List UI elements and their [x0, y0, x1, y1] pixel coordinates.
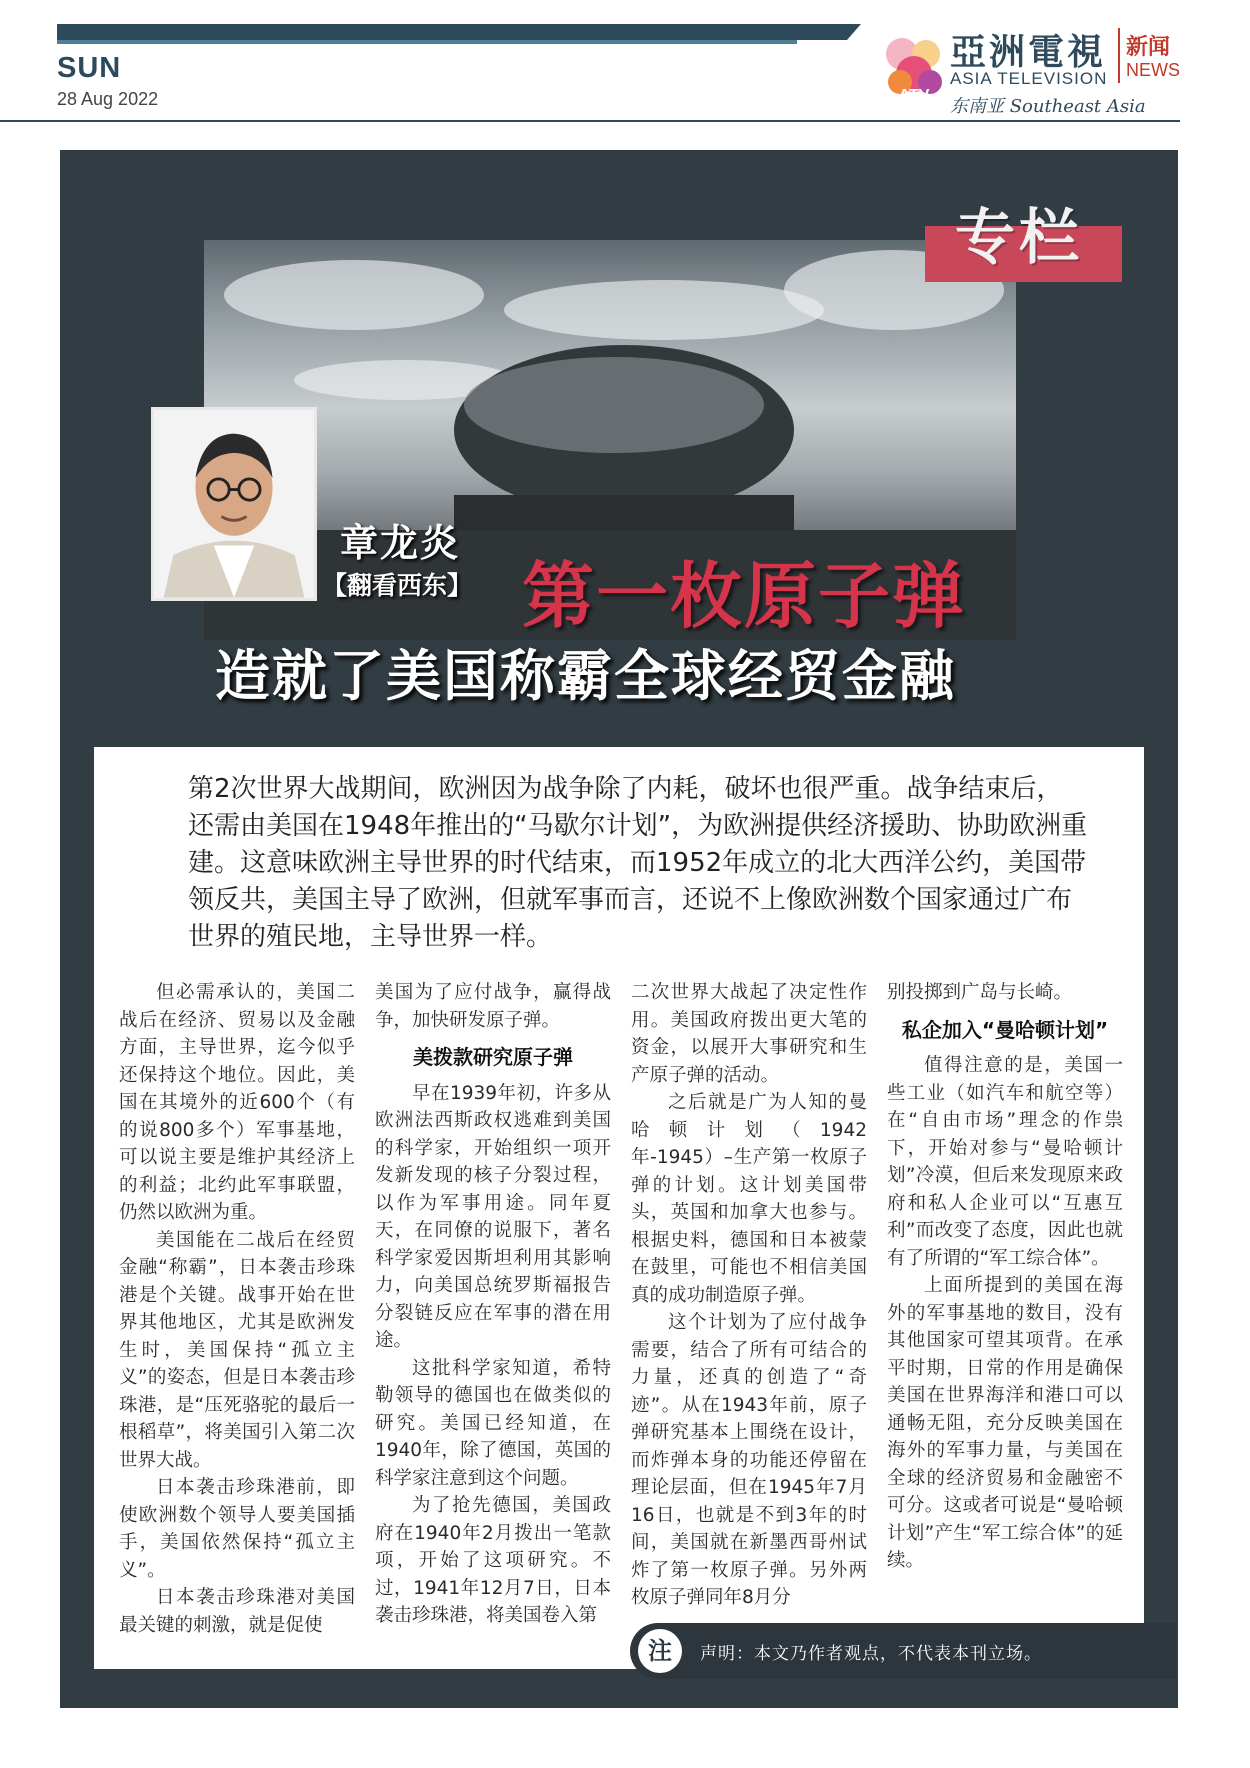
- disclaimer-text: 声明：本文乃作者观点，不代表本刊立场。: [700, 1644, 1042, 1664]
- header-accent-stripe: [57, 40, 797, 44]
- issue-date: 28 Aug 2022: [57, 89, 159, 109]
- section-heading: 私企加入“曼哈顿计划”: [901, 1017, 1109, 1042]
- column-tag: 专栏: [955, 203, 1083, 273]
- logo-divider: [1118, 28, 1120, 83]
- disclaimer-bar: [630, 1623, 1176, 1679]
- paragraph: 这个计划为了应付战争需要，结合了所有可结合的力量，还真的创造了“奇迹”。从在1943年前，原子弹研究基本上围绕在设计，而炸弹本身的功能还停留在理论层面，但在1945年7月16日，也就是不到3年的时间，美国就在新墨西哥州试炸了第一枚原子弹。另外两枚原子弹同年8月分: [631, 1312, 867, 1608]
- paragraph: 日本袭击珍珠港对美国最关键的刺激，就是促使: [119, 1587, 355, 1636]
- paragraph: 之后就是广为人知的曼哈顿计划（1942年-1945）–生产第一枚原子弹的计划。这计划美国带头，英国和加拿大也参与。根据史料，德国和日本被蒙在鼓里，可能也不相信美国真的成功制造原子弹。: [631, 1092, 867, 1306]
- article-column-2: [375, 979, 611, 1630]
- paragraph: 值得注意的是，美国一些工业（如汽车和航空等）在“自由市场”理念的作祟下，开始对参与“曼哈顿计划”冷漠，但后来发现原来政府和私人企业可以“互惠互利”而改变了态度，因此也就有了所谓的“军工综合体”。: [887, 1055, 1123, 1269]
- paragraph: 这批科学家知道，希特勒领导的德国也在做类似的研究。美国已经知道，在1940年，除了德国，英国的科学家注意到这个问题。: [375, 1357, 611, 1489]
- article-column-4: [887, 979, 1123, 1575]
- article-column-3: [631, 979, 867, 1612]
- author-avatar-icon: [154, 410, 314, 598]
- atv-logo[interactable]: [880, 20, 1180, 115]
- section-heading: 美拨款研究原子弹: [413, 1045, 573, 1069]
- logo-name-en: ASIA TELEVISION: [950, 69, 1108, 88]
- issue-day: SUN: [57, 52, 122, 84]
- header-top-bar: [57, 24, 847, 40]
- note-badge-icon: 注: [638, 1629, 682, 1673]
- paragraph: 美国为了应付战争，赢得战争，加快研发原子弹。: [375, 982, 611, 1031]
- author-portrait: [151, 407, 317, 601]
- headline-sub: 造就了美国称霸全球经贸金融: [215, 644, 957, 708]
- paragraph: 为了抢先德国，美国政府在1940年2月拨出一笔款项，开始了这项研究。不过，1941年12月7日，日本袭击珍珠港，将美国卷入第: [375, 1495, 611, 1626]
- logo-news-cn: 新闻: [1126, 35, 1171, 60]
- article-card: [94, 747, 1144, 1669]
- paragraph: 美国能在二战后在经贸金融“称霸”，日本袭击珍珠港是个关键。战事开始在世界其他地区，尤其是欧洲发生时，美国保持“孤立主义”的姿态，但是日本袭击珍珠港，是“压死骆驼的最后一根稻草”，将美国引入第二次世界大战。: [119, 1229, 355, 1471]
- paragraph: 但必需承认的，美国二战后在经济、贸易以及金融方面，主导世界，迄今似乎还保持这个地位。因此，美国在其境外的近600个（有的说800多个）军事基地，可以说主要是维护其经济上的利益；北约此军事联盟，仍然以欧洲为重。: [119, 982, 355, 1223]
- author-name: 章龙炎: [340, 521, 461, 565]
- logo-name-cn: 亞洲電視: [950, 32, 1107, 73]
- paragraph: 早在1939年初，许多从欧洲法西斯政权逃难到美国的科学家，开始组织一项开发新发现的核子分裂过程，以作为军事用途。同年夏天，在同僚的说服下，著名科学家爱因斯坦利用其影响力，向美国总统罗斯福报告分裂链反应在军事的潜在用途。: [375, 1082, 611, 1351]
- column-name: 【翻看西东】: [322, 571, 473, 600]
- logo-region: 东南亚 Southeast Asia: [950, 96, 1146, 117]
- article-column-1: [119, 979, 355, 1639]
- paragraph: 二次世界大战起了决定性作用。美国政府拨出更大笔的资金，以展开大事研究和生产原子弹的活动。: [631, 982, 867, 1086]
- headline-main: 第一枚原子弹: [522, 554, 967, 638]
- atv-logo-mark-icon: [880, 28, 948, 108]
- paragraph: 别投掷到广岛与长崎。: [887, 982, 1073, 1003]
- paragraph: 日本袭击珍珠港前，即使欧洲数个领导人要美国插手，美国依然保持“孤立主义”。: [119, 1477, 355, 1581]
- header-divider: [0, 120, 1180, 122]
- article-body: [119, 979, 1129, 1635]
- logo-news-en: NEWS: [1126, 60, 1180, 80]
- article-intro: 第2次世界大战期间，欧洲因为战争除了内耗，破坏也很严重。战争结束后，还需由美国在1948年推出的“马歇尔计划”，为欧洲提供经济援助、协助欧洲重建。这意味欧洲主导世界的时代结束，而1952年成立的北大西洋公约，美国带领反共，美国主导了欧洲，但就军事而言，还说不上像欧洲数个国家通过广布世界的殖民地，主导世界一样。: [188, 774, 1088, 952]
- paragraph: 上面所提到的美国在海外的军事基地的数目，没有其他国家可望其项背。在承平时期，日常的作用是确保美国在世界海洋和港口可以通畅无阻，充分反映美国在海外的军事力量，与美国在全球的经济贸易和金融密不可分。这或者可说是“曼哈顿计划”产生“军工综合体”的延续。: [887, 1275, 1123, 1571]
- svg-text:ATV: ATV: [898, 87, 930, 104]
